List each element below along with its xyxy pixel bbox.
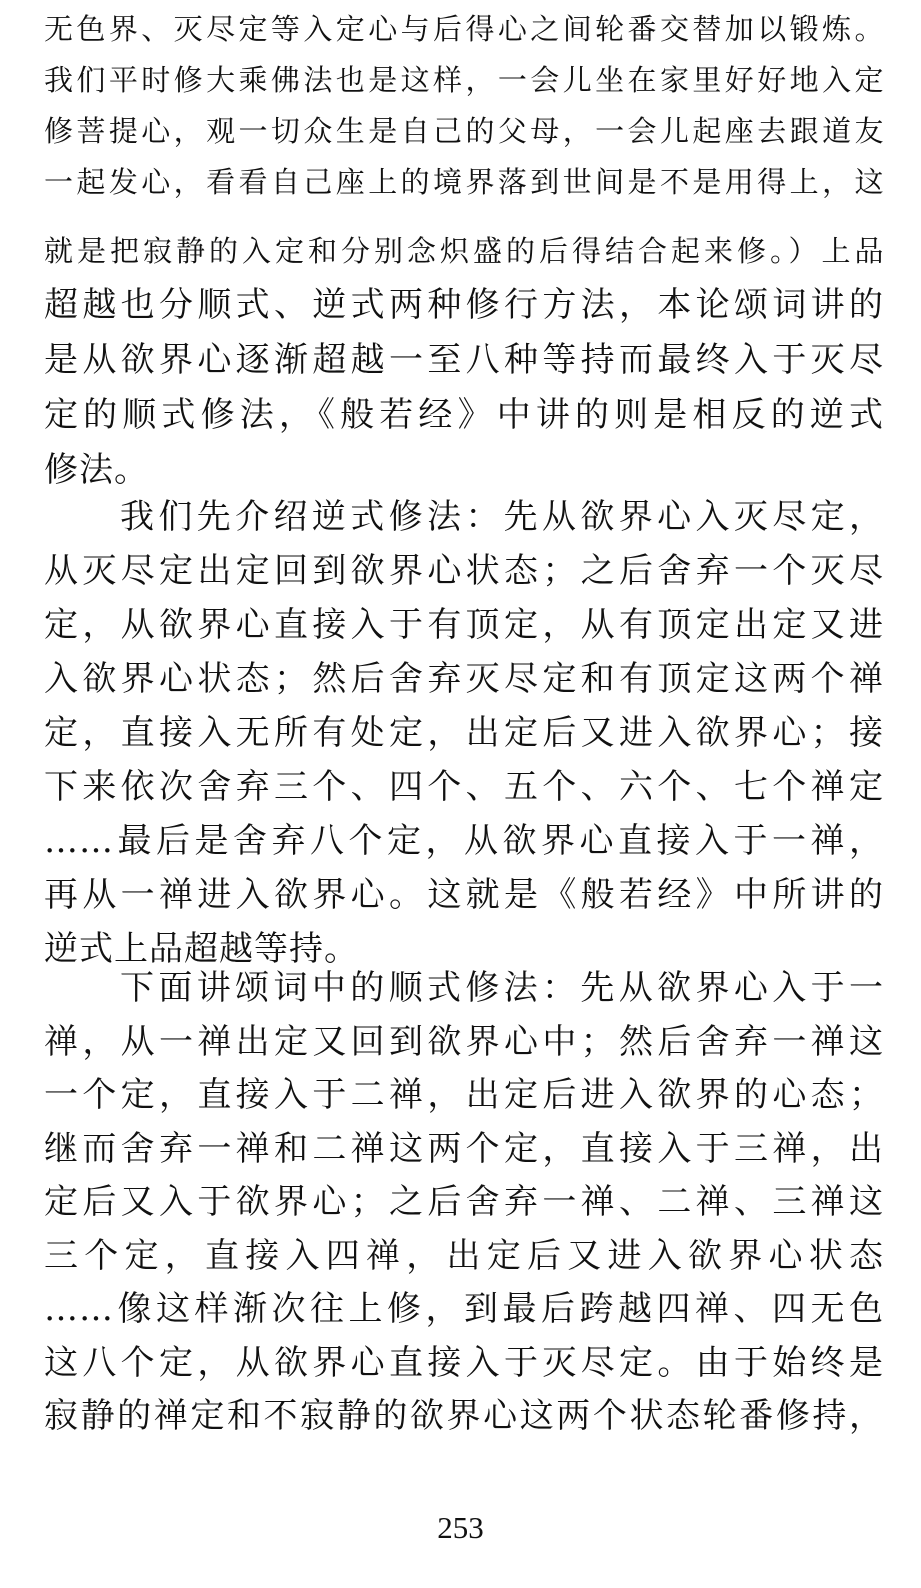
text-line: 超越也分顺式、逆式两种修行方法，本论颂词讲的 [44, 285, 884, 325]
text-line: 是从欲界心逐渐超越一至八种等持而最终入于灭尽 [44, 340, 884, 380]
text-line: 逆式上品超越等持。 [44, 929, 359, 969]
text-line: 一起发心，看看自己座上的境界落到世间是不是用得上，这 [44, 165, 884, 199]
paragraph-1 [44, 278, 884, 498]
text-line: 我们平时修大乘佛法也是这样，一会儿坐在家里好好地入定 [44, 63, 884, 97]
text-line: 三个定，直接入四禅，出定后又进入欲界心状态 [44, 1235, 884, 1276]
text-line: 下来依次舍弃三个、四个、五个、六个、七个禅定 [44, 767, 884, 807]
text-line: 禅，从一禅出定又回到欲界心中；然后舍弃一禅这 [44, 1021, 884, 1062]
paragraph-2 [44, 490, 884, 976]
text-line: 一个定，直接入于二禅，出定后进入欲界的心态； [44, 1075, 884, 1115]
commentary-block [44, 4, 884, 208]
text-line: 定的顺式修法，《般若经》中讲的则是相反的逆式 [44, 395, 884, 435]
text-line: 修菩提心，观一切众生是自己的父母，一会儿起座去跟道友 [44, 114, 884, 148]
text-line: 再从一禅进入欲界心。这就是《般若经》中所讲的 [44, 875, 884, 915]
text-line: ……最后是舍弃八个定，从欲界心直接入于一禅， [44, 821, 884, 861]
text-line: 修法。 [44, 450, 149, 490]
text-line: ……像这样渐次往上修，到最后跨越四禅、四无色 [44, 1289, 884, 1329]
text-line: 定，直接入无所有处定，出定后又进入欲界心；接 [44, 713, 884, 753]
paragraph-3 [44, 962, 884, 1444]
mixed-line [44, 225, 884, 277]
text-line: 我们先介绍逆式修法：先从欲界心入灭尽定， [120, 497, 884, 537]
text-line: 就是把寂静的入定和分别念炽盛的后得结合起来修。）上品 [44, 234, 884, 268]
text-line: 寂静的禅定和不寂静的欲界心这两个状态轮番修持， [44, 1396, 884, 1436]
text-line: 从灭尽定出定回到欲界心状态；之后舍弃一个灭尽 [44, 551, 884, 591]
text-line: 下面讲颂词中的顺式修法：先从欲界心入于一 [120, 968, 884, 1008]
text-line: 入欲界心状态；然后舍弃灭尽定和有顶定这两个禅 [44, 659, 884, 699]
text-line: 无色界、灭尽定等入定心与后得心之间轮番交替加以锻炼。 [44, 12, 884, 46]
text-line: 这八个定，从欲界心直接入于灭尽定。由于始终是 [44, 1342, 884, 1383]
text-line: 定，从欲界心直接入于有顶定，从有顶定出定又进 [44, 605, 884, 645]
page-number: 253 [437, 1510, 484, 1545]
text-line: 继而舍弃一禅和二禅这两个定，直接入于三禅，出 [44, 1128, 884, 1169]
text-line: 定后又入于欲界心；之后舍弃一禅、二禅、三禅这 [44, 1182, 884, 1222]
